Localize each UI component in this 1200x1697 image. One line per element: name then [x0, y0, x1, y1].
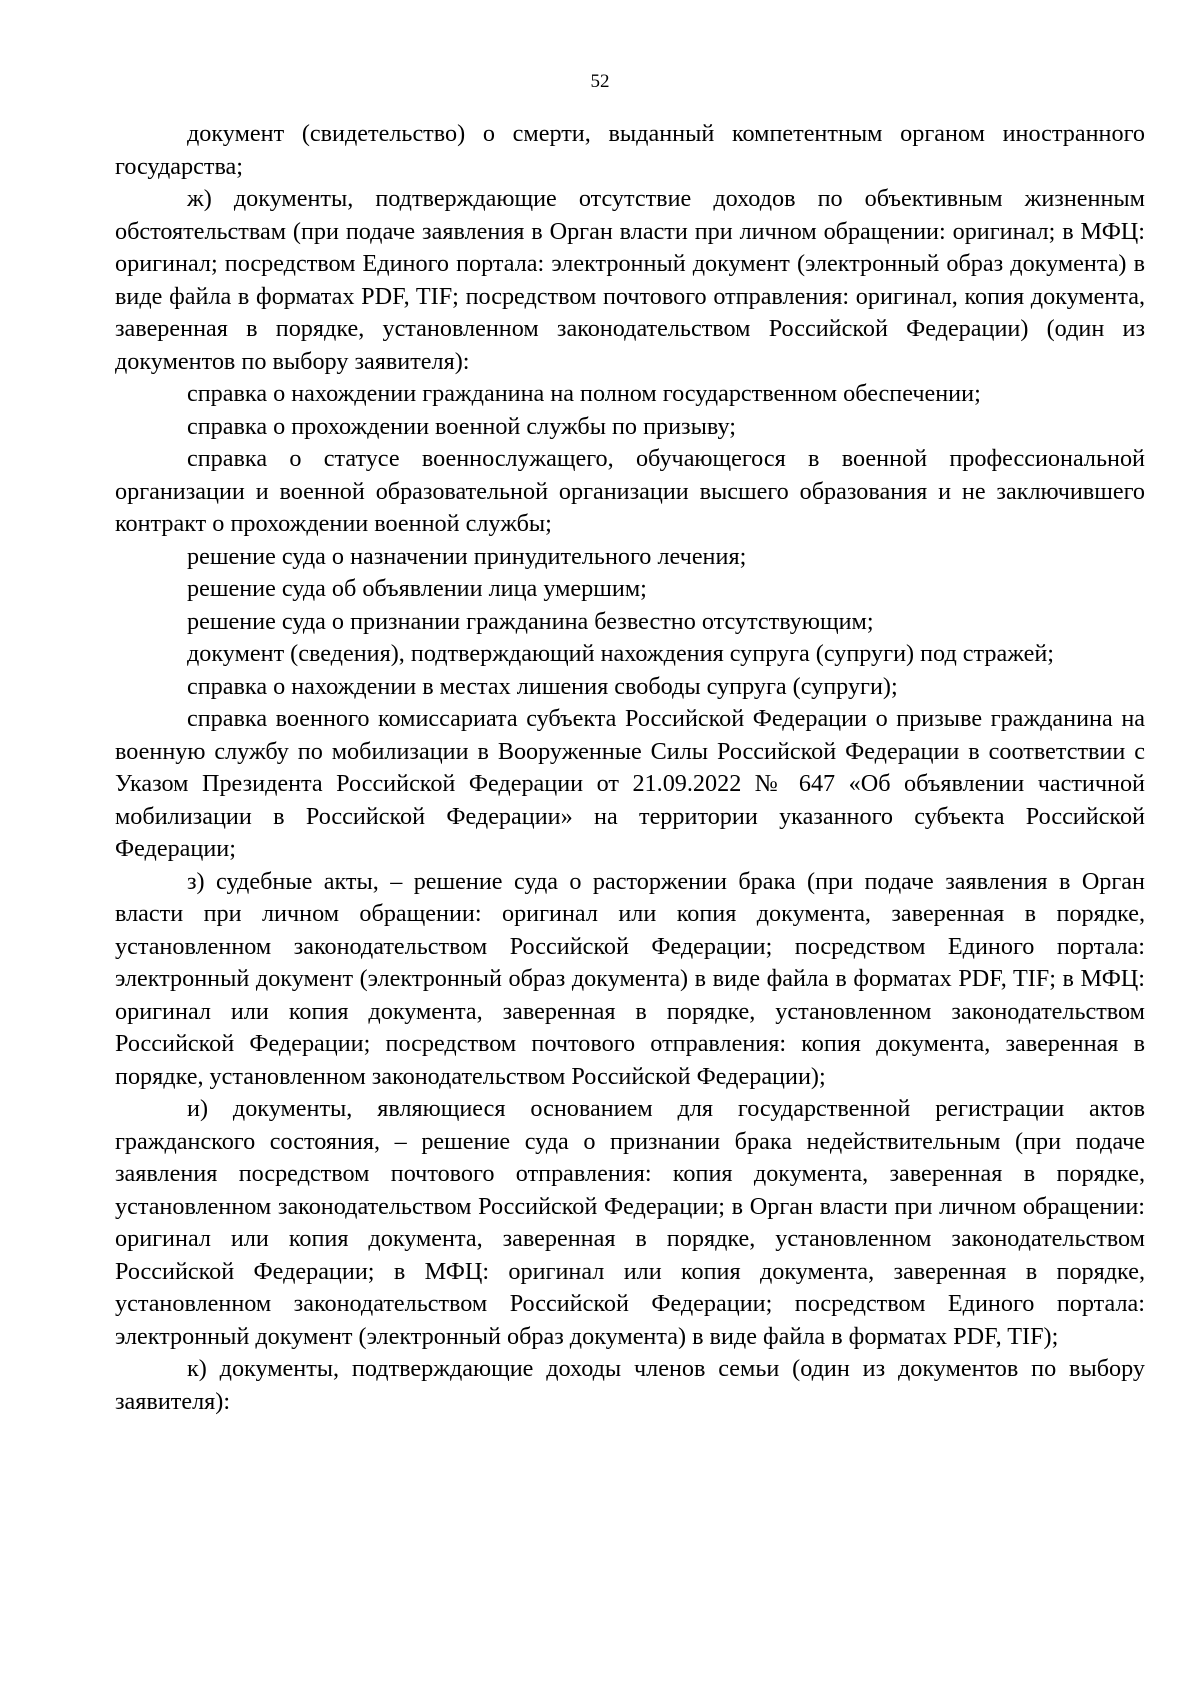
paragraph-military-service-certificate: справка о прохождении военной службы по призыву; — [187, 412, 736, 440]
paragraph-spouse-imprisonment: справка о нахождении в местах лишения свободы супруга (супруги); — [187, 672, 898, 700]
paragraph-declared-dead-decision: решение суда об объявлении лица умершим; — [187, 575, 647, 602]
document-body — [115, 118, 1145, 1418]
paragraph-zh-no-income-documents: ж) документы, подтверждающие отсутствие доходов по объективным жизненным обстоятельствам (при подаче заявления в Орган власти при личном обращении: оригинал; в МФЦ: оригинал; посредством Единого портала: электронный документ (электронный образ документа) в виде файла в форматах PDF, TIF; посредством почтового отправления: оригинал, копия документа, заверенная в порядке, установленном законодательством Российской Федерации) (один из документов по выбору заявителя): — [115, 185, 1145, 375]
paragraph-i-marriage-invalid: и) документы, являющиеся основанием для государственной регистрации актов гражданского состояния, – решение суда о признании брака недействительным (при подаче заявления посредством почтового отправления: копия документа, заверенная в порядке, установленном законодательством Российской Федерации; в Орган власти при личном обращении: оригинал или копия документа, заверенная в порядке, установленном законодательством Российской Федерации; в МФЦ: оригинал или копия документа, заверенная в порядке, установленном законодательством Российской Федерации; посредством Единого портала: электронный документ (электронный образ документа) в виде файла в форматах PDF, TIF); — [115, 1095, 1145, 1350]
paragraph-state-support-certificate: справка о нахождении гражданина на полном государственном обеспечении; — [187, 380, 981, 407]
paragraph-spouse-in-custody: документ (сведения), подтверждающий нахождения супруга (супруги) под стражей; — [187, 640, 1055, 667]
paragraph-z-divorce-decision: з) судебные акты, – решение суда о расторжении брака (при подаче заявления в Орган власти при личном обращении: оригинал или копия документа, заверенная в порядке, установленном законодательством Российской Федерации; посредством Единого портала: электронный документ (электронный образ документа) в виде файла в форматах PDF, TIF; в МФЦ: оригинал или копия документа, заверенная в порядке, установленном законодательством Российской Федерации; посредством почтового отправления: копия документа, заверенная в порядке, установленном законодательством Российской Федерации); — [115, 867, 1145, 1090]
paragraph-k-family-income: к) документы, подтверждающие доходы членов семьи (один из документов по выбору заявителя): — [115, 1355, 1145, 1415]
paragraph-compulsory-treatment-decision: решение суда о назначении принудительного лечения; — [187, 542, 747, 570]
paragraph-military-student-certificate: справка о статусе военнослужащего, обучающегося в военной профессиональной организации и военной образовательной организации высшего образования и не заключившего контракт о прохождении военной службы; — [115, 445, 1145, 537]
paragraph-missing-person-decision: решение суда о признании гражданина безвестно отсутствующим; — [187, 607, 874, 635]
page-number: 52 — [590, 71, 610, 92]
paragraph-mobilization-certificate: справка военного комиссариата субъекта Российской Федерации о призыве гражданина на военную службу по мобилизации в Вооруженные Силы Российской Федерации в соответствии с Указом Президента Российской Федерации от 21.09.2022 № 647 «Об объявлении частичной мобилизации в Российской Федерации» на территории указанного субъекта Российской Федерации; — [115, 705, 1145, 862]
paragraph-death-certificate-foreign: документ (свидетельство) о смерти, выданный компетентным органом иностранного государства; — [115, 120, 1145, 180]
